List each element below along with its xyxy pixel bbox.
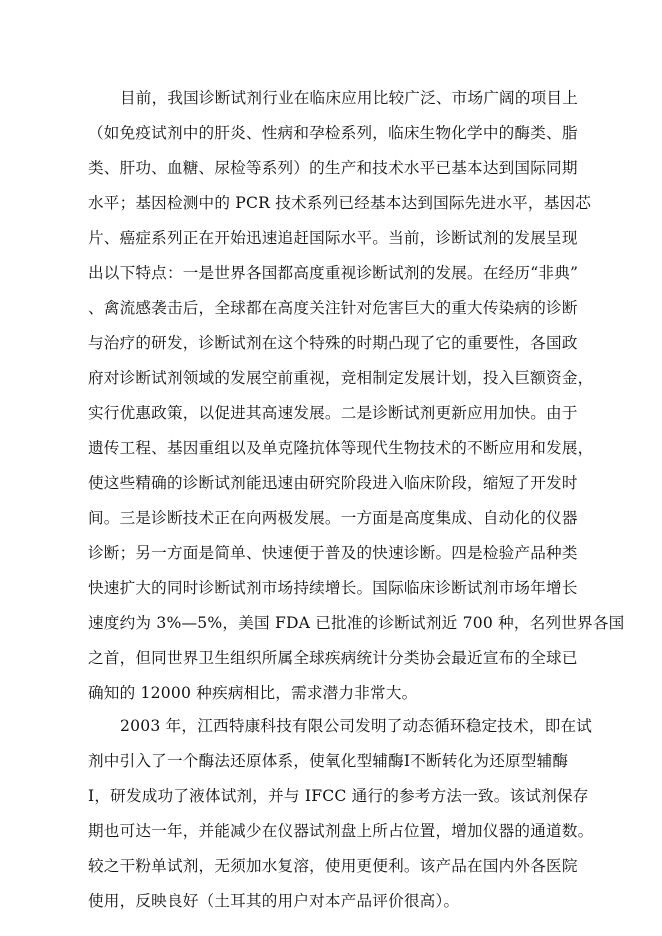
paragraph-1-line-5: 片、癌症系列正在开始迅速追赶国际水平。当前，诊断试剂的发展呈现 — [88, 229, 578, 247]
paragraph-1-line-9: 府对诊断试剂领域的发展空前重视，竞相制定发展计划，投入巨额资金， — [88, 369, 594, 387]
paragraph-1-line-17: 之首，但同世界卫生组织所属全球疾病统计分类协会最近宣布的全球已 — [88, 649, 578, 667]
paragraph-1-line-18: 确知的 12000 种疾病相比，需求潜力非常大。 — [88, 684, 418, 702]
paragraph-1-line-4: 水平；基因检测中的 PCR 技术系列已经基本达到国际先进水平，基因芯 — [88, 194, 592, 212]
paragraph-1-line-1: 目前，我国诊断试剂行业在临床应用比较广泛、市场广阔的项目上 — [120, 89, 579, 107]
paragraph-1-line-3: 类、肝功、血糖、尿检等系列）的生产和技术水平已基本达到国际同期 — [88, 159, 578, 177]
paragraph-1-line-7: 、禽流感袭击后，全球都在高度关注针对危害巨大的重大传染病的诊断 — [88, 299, 578, 317]
paragraph-1-line-16: 速度约为 3%—5%，美国 FDA 已批准的诊断试剂近 700 种，名列世界各国 — [88, 614, 625, 632]
paragraph-2-line-4: 期也可达一年，并能减少在仪器试剂盘上所占位置，增加仪器的通道数。 — [88, 822, 594, 840]
paragraph-1-line-8: 与治疗的研发，诊断试剂在这个特殊的时期凸现了它的重要性，各国政 — [88, 334, 578, 352]
paragraph-1-line-2: （如免疫试剂中的肝炎、性病和孕检系列，临床生物化学中的酶类、脂 — [88, 124, 578, 142]
paragraph-1-line-15: 快速扩大的同时诊断试剂市场持续增长。国际临床诊断试剂市场年增长 — [88, 579, 578, 597]
paragraph-2-line-2: 剂中引入了一个酶法还原体系，使氧化型辅酶Ⅰ不断转化为还原型辅酶 — [88, 752, 569, 770]
paragraph-1-line-10: 实行优惠政策，以促进其高速发展。二是诊断试剂更新应用加快。由于 — [88, 404, 578, 422]
paragraph-1-line-11: 遗传工程、基因重组以及单克隆抗体等现代生物技术的不断应用和发展， — [88, 439, 594, 457]
paragraph-2-line-3: Ⅰ，研发成功了液体试剂，并与 IFCC 通行的参考方法一致。该试剂保存 — [88, 787, 589, 805]
paragraph-1-line-12: 使这些精确的诊断试剂能迅速由研究阶段进入临床阶段，缩短了开发时 — [88, 474, 578, 492]
paragraph-1-line-6: 出以下特点：一是世界各国都高度重视诊断试剂的发展。在经历“非典” — [88, 264, 579, 282]
paragraph-2-line-6: 使用，反映良好（土耳其的用户对本产品评价很高）。 — [88, 892, 460, 910]
paragraph-1-line-13: 间。三是诊断技术正在向两极发展。一方面是高度集成、自动化的仪器 — [88, 509, 578, 527]
paragraph-2-line-5: 较之干粉单试剂，无须加水复溶，使用更便利。该产品在国内外各医院 — [88, 857, 578, 875]
paragraph-2-line-1: 2003 年，江西特康科技有限公司发明了动态循环稳定技术，即在试 — [120, 717, 593, 735]
paragraph-1-line-14: 诊断；另一方面是简单、快速便于普及的快速诊断。四是检验产品种类 — [88, 544, 578, 562]
